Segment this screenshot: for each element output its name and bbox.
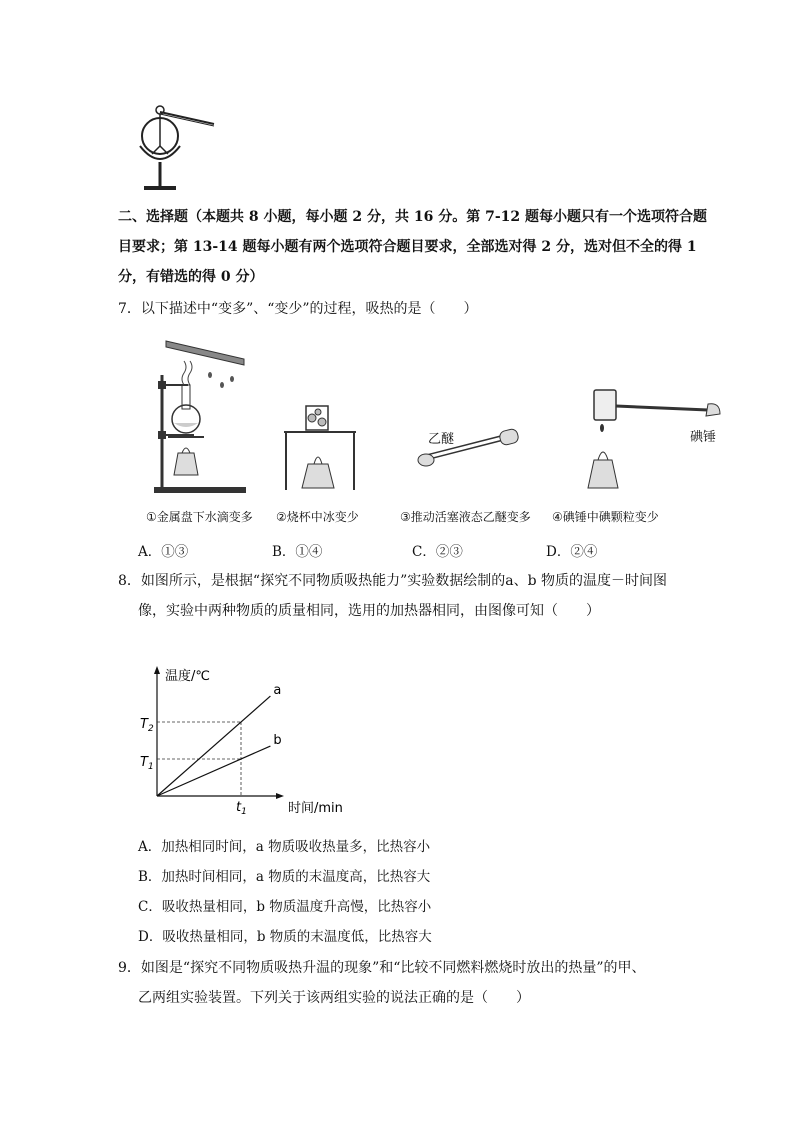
section-heading-line3: 分，有错选的得 0 分） [118,269,264,285]
figure-metal-plate-flask [148,335,248,495]
figure-syringe-ether [414,418,524,478]
caption-figure-2: ②烧杯中冰变少 [276,510,359,524]
q8-option-a: A．加热相同时间，a 物质吸收热量多，比热容小 [138,839,431,855]
question-8-stem-line2: 像，实验中两种物质的质量相同，选用的加热器相同，由图像可知（ ） [138,603,600,619]
question-8-stem-line1: 8．如图所示，是根据“探究不同物质吸热能力”实验数据绘制的a、b 物质的温度－时间图 [118,573,667,589]
y-axis-label: 温度/℃ [165,669,210,684]
x-axis-label: 时间/min [288,801,343,816]
q8-option-b: B．加热时间相同，a 物质的末温度高，比热容大 [138,869,431,885]
q7-option-d: D．②④ [546,544,598,560]
figure-beaker-ice [280,400,360,495]
question-7-stem: 7．以下描述中“变多”、“变少”的过程，吸热的是（ ） [118,301,478,317]
lever-apparatus-figure [130,100,230,200]
series-line-a [157,696,270,796]
y-tick-t2: $T_2$ [140,717,154,734]
caption-figure-4: ④碘锤中碘颗粒变少 [552,510,659,524]
question-9-stem-line1: 9．如图是“探究不同物质吸热升温的现象”和“比较不同燃料燃烧时放出的热量”的甲、 [118,960,646,976]
caption-figure-1: ①金属盘下水滴变多 [146,510,253,524]
y-axis-arrow [154,666,160,674]
q7-option-a: A．①③ [138,544,189,560]
q8-option-c: C．吸收热量相同，b 物质温度升高慢，比热容小 [138,899,432,915]
section-heading-line1: 二、选择题（本题共 8 小题，每小题 2 分，共 16 分。第 7-12 题每小题只有一个选项符合题 [118,209,707,225]
q8-option-d: D．吸收热量相同，b 物质的末温度低，比热容大 [138,929,432,945]
label-iodine-hammer: 碘锤 [690,430,717,445]
x-tick-t1: $t_1$ [236,800,247,817]
x-axis-arrow [276,793,284,799]
series-label-a: a [273,683,282,699]
label-ether: 乙醚 [428,432,455,447]
q7-option-c: C．②③ [412,544,463,560]
question-9-stem-line2: 乙两组实验装置。下列关于该两组实验的说法正确的是（ ） [138,990,530,1006]
section-heading-line2: 目要求；第 13-14 题每小题有两个选项符合题目要求，全部选对得 2 分，选对但不全的得 1 [118,239,697,255]
series-label-b: b [273,733,282,749]
q7-option-b: B．①④ [272,544,323,560]
caption-figure-3: ③推动活塞液态乙醚变多 [400,510,531,524]
y-tick-t1: $T_1$ [140,755,154,772]
temperature-time-chart [130,660,370,820]
series-line-b [157,746,270,796]
